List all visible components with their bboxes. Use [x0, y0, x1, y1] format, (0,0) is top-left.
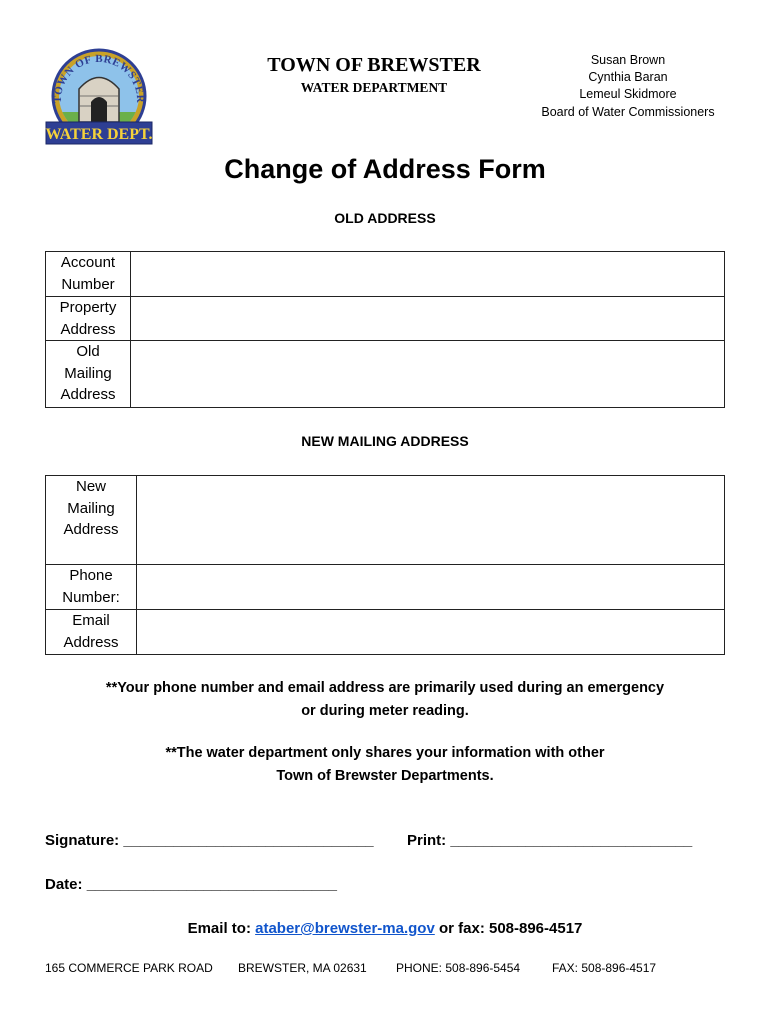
footer-street: 165 COMMERCE PARK ROAD	[45, 961, 213, 975]
sharing-notice: **The water department only shares your information with other Town of Brewster Departments.	[165, 745, 605, 784]
email-prefix: Email to:	[187, 920, 251, 937]
footer-city: BREWSTER, MA 02631	[238, 961, 367, 975]
new-mailing-address-field[interactable]	[137, 476, 725, 565]
commissioner-name: Cynthia Baran	[588, 70, 668, 85]
footer-phone: PHONE: 508-896-5454	[396, 961, 521, 975]
account-number-label: Account Number	[46, 252, 131, 297]
property-address-label: Property Address	[46, 297, 131, 341]
old-mailing-address-field[interactable]	[131, 341, 725, 408]
commissioner-name: Lemeul Skidmore	[579, 87, 677, 102]
footer-fax: FAX: 508-896-4517	[552, 961, 657, 975]
email-address-label: Email Address	[46, 610, 137, 655]
svg-text:WATER DEPT.: WATER DEPT.	[45, 126, 153, 143]
old-mailing-address-label: Old Mailing Address	[46, 341, 131, 408]
new-mailing-address-label: New Mailing Address	[46, 476, 137, 565]
town-name: TOWN OF BREWSTER	[267, 54, 481, 76]
email-link[interactable]: ataber@brewster-ma.gov	[255, 920, 435, 937]
signature-blank[interactable]: ______________________________	[123, 832, 374, 849]
usage-notice: **Your phone number and email address are primarily used during an emergency or during meter reading.	[105, 680, 665, 719]
form-title: Change of Address Form	[224, 154, 546, 184]
print-label: Print:	[407, 832, 447, 849]
date-blank[interactable]: ______________________________	[86, 876, 337, 893]
phone-number-label: Phone Number:	[46, 565, 137, 610]
table-row	[46, 565, 725, 610]
email-address-field[interactable]	[137, 610, 725, 655]
old-address-table	[45, 251, 725, 408]
commissioner-name: Susan Brown	[590, 53, 666, 67]
signature-line[interactable]	[45, 832, 374, 849]
fax-text: or fax: 508-896-4517	[438, 920, 583, 937]
print-line[interactable]	[407, 832, 692, 849]
date-line[interactable]	[45, 876, 337, 893]
table-row	[46, 610, 725, 655]
signature-label: Signature:	[45, 832, 120, 849]
table-row	[46, 252, 725, 297]
department-name: WATER DEPARTMENT	[300, 80, 448, 95]
table-row	[46, 297, 725, 341]
phone-number-field[interactable]	[137, 565, 725, 610]
new-mailing-address-heading: NEW MAILING ADDRESS	[301, 433, 469, 449]
commissioners-list	[530, 52, 726, 121]
old-address-heading: OLD ADDRESS	[334, 210, 436, 226]
contact-line	[120, 920, 650, 937]
board-title: Board of Water Commissioners	[541, 104, 715, 119]
svg-text:TOWN OF BREWSTER: TOWN OF BREWSTER	[51, 52, 147, 104]
table-row	[46, 476, 725, 565]
print-blank[interactable]: _____________________________	[450, 832, 693, 849]
date-label: Date:	[45, 876, 83, 893]
town-water-dept-logo	[44, 44, 154, 150]
account-number-field[interactable]	[131, 252, 725, 297]
table-row	[46, 341, 725, 408]
property-address-field[interactable]	[131, 297, 725, 341]
new-address-table	[45, 475, 725, 655]
